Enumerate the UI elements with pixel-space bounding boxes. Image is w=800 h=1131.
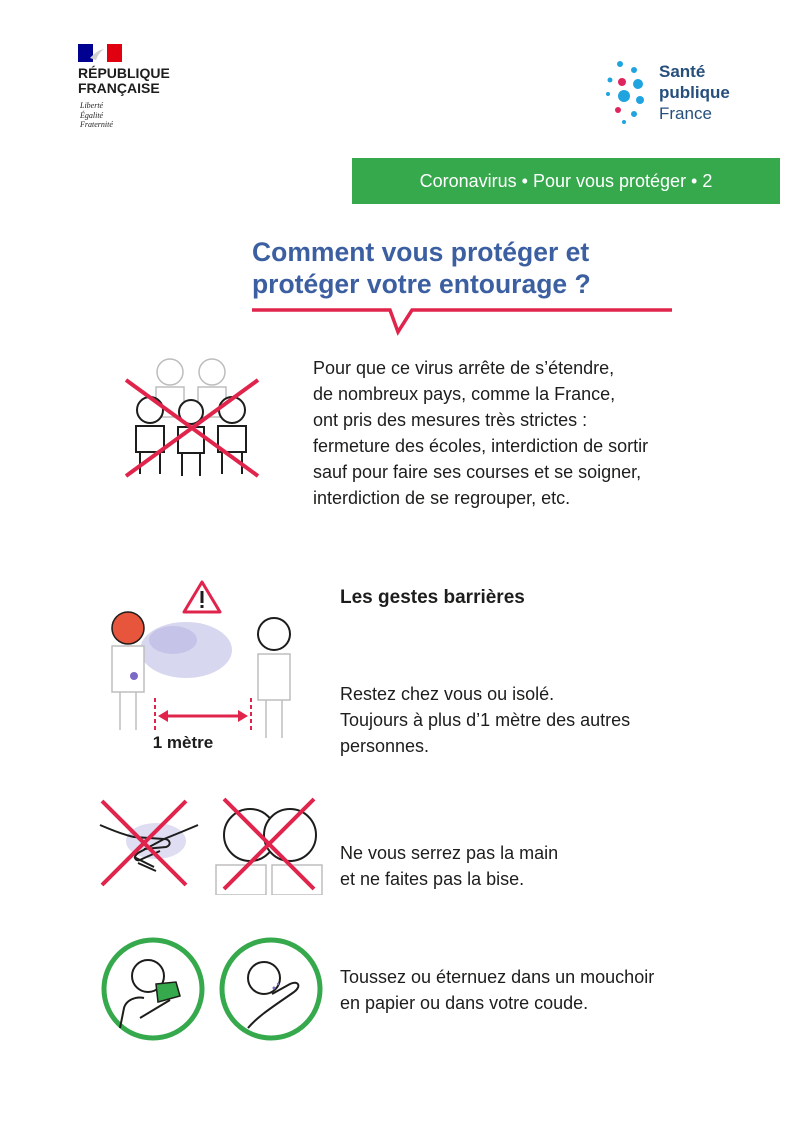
title-line2: protéger votre entourage ?: [252, 269, 591, 299]
republique-francaise-title: [78, 66, 170, 96]
motto-liberte: Liberté: [80, 101, 104, 110]
marianne-flag-icon: [78, 44, 122, 62]
spf-line1: Santé: [659, 62, 706, 81]
intro-paragraph: [313, 355, 773, 511]
geste-line: Ne vous serrez pas la main: [340, 843, 559, 863]
geste-line: Toussez ou éternuez dans un mouchoir: [340, 967, 655, 987]
title-line1: Comment vous protéger et: [252, 237, 590, 267]
intro-line: de nombreux pays, comme la France,: [313, 384, 616, 404]
republique-motto: [80, 101, 113, 130]
tissue-sneeze-icon: [100, 936, 206, 1042]
gestes-title: Les gestes barrières: [340, 587, 525, 608]
warning-icon: [184, 582, 220, 612]
intro-line: sauf pour faire ses courses et se soigner,: [313, 462, 642, 482]
geste-mouchoir: [340, 964, 760, 1016]
geste-isolement: [340, 681, 760, 759]
spf-line2: publique: [659, 83, 730, 102]
intro-line: Pour que ce virus arrête de s’étendre,: [313, 358, 615, 378]
section-banner: Coronavirus • Pour vous protéger • 2: [352, 158, 780, 204]
spf-line3: France: [659, 104, 712, 123]
motto-egalite: Égalité: [80, 110, 104, 120]
bise-crossed-icon: [210, 795, 328, 895]
geste-line: personnes.: [340, 736, 430, 756]
motto-fraternite: Fraternité: [80, 120, 113, 129]
intro-line: ont pris des mesures très strictes :: [313, 410, 588, 430]
page-title: [252, 236, 692, 300]
rf-line2: FRANÇAISE: [78, 80, 160, 96]
geste-line: Restez chez vous ou isolé.: [340, 684, 555, 704]
speech-underline-icon: [250, 300, 674, 336]
sante-publique-name: [659, 61, 730, 124]
crowd-crossed-icon: [118, 352, 278, 482]
geste-salutation: [340, 840, 760, 892]
intro-line: interdiction de se regrouper, etc.: [313, 488, 571, 508]
elbow-sneeze-icon: [218, 936, 324, 1042]
sante-publique-logo-icon: [604, 58, 654, 126]
intro-line: fermeture des écoles, interdiction de sortir: [313, 436, 649, 456]
geste-line: en papier ou dans votre coude.: [340, 993, 589, 1013]
geste-line: et ne faites pas la bise.: [340, 869, 525, 889]
handshake-crossed-icon: [94, 795, 204, 895]
geste-line: Toujours à plus d’1 mètre des autres: [340, 710, 631, 730]
distance-label: 1 mètre: [152, 733, 214, 752]
rf-line1: RÉPUBLIQUE: [78, 65, 170, 81]
